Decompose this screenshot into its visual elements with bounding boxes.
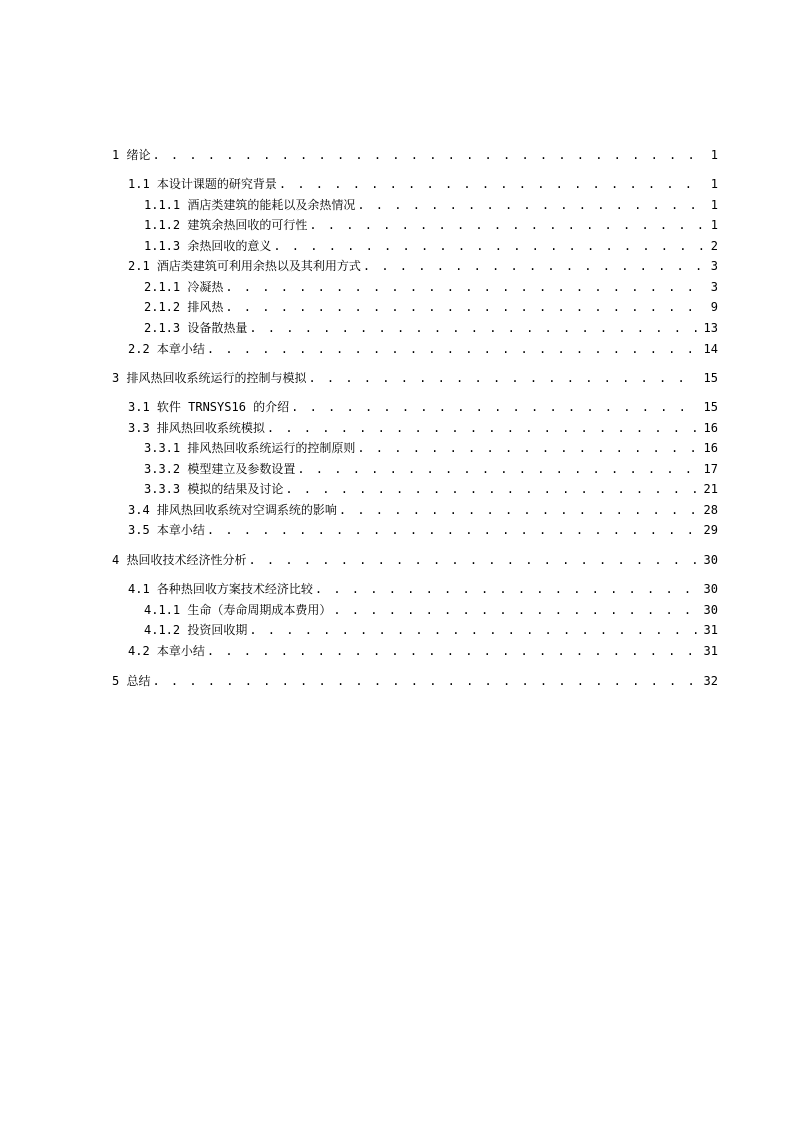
toc-entry-title: 2.1.3 设备散热量 (144, 321, 248, 335)
toc-leader-dots (333, 602, 697, 618)
toc-entry-page: 1 (710, 198, 718, 212)
toc-entry-page: 21 (703, 482, 718, 496)
toc-entry-page: 30 (703, 603, 718, 617)
toc-entry[interactable] (144, 238, 718, 254)
toc-entry-title: 4.1.1 生命（寿命周期成本费用） (144, 603, 332, 617)
toc-leader-dots (308, 370, 697, 386)
toc-entry[interactable] (144, 622, 718, 638)
toc-entry-page: 13 (703, 321, 718, 335)
toc-entry[interactable] (128, 399, 718, 415)
toc-entry-page: 9 (710, 300, 718, 314)
toc-leader-dots (225, 299, 704, 315)
toc-entry[interactable] (144, 440, 718, 456)
toc-entry-title: 3.5 本章小结 (128, 523, 205, 537)
toc-leader-dots (267, 420, 698, 436)
toc-entry[interactable] (144, 461, 718, 477)
toc-entry[interactable] (128, 502, 718, 518)
toc-entry-title: 1.1.1 酒店类建筑的能耗以及余热情况 (144, 198, 356, 212)
toc-entry-title: 1.1 本设计课题的研究背景 (128, 177, 277, 191)
toc-entry-page: 3 (710, 259, 718, 273)
toc-leader-dots (291, 399, 697, 415)
toc-entry-title: 4 热回收技术经济性分析 (112, 553, 247, 567)
toc-entry-title: 2.1 酒店类建筑可利用余热以及其利用方式 (128, 259, 361, 273)
toc-entry[interactable] (128, 420, 718, 436)
toc-leader-dots (357, 197, 704, 213)
toc-entry-title: 3.3.2 模型建立及参数设置 (144, 462, 296, 476)
toc-entry[interactable] (144, 279, 718, 295)
toc-entry[interactable] (128, 581, 718, 597)
toc-entry[interactable] (144, 481, 718, 497)
toc-entry[interactable] (144, 299, 718, 315)
toc-entry[interactable] (128, 522, 718, 538)
toc-entry-page: 29 (703, 523, 718, 537)
toc-entry-page: 15 (703, 371, 718, 385)
toc-leader-dots (297, 461, 697, 477)
toc-entry-title: 1 绪论 (112, 148, 151, 162)
toc-entry[interactable] (128, 341, 718, 357)
toc-leader-dots (363, 258, 705, 274)
toc-leader-dots (357, 440, 697, 456)
toc-entry[interactable] (144, 320, 718, 336)
toc-entry-title: 3.3 排风热回收系统模拟 (128, 421, 265, 435)
toc-entry-page: 1 (710, 177, 718, 191)
toc-entry-page: 3 (710, 280, 718, 294)
toc-entry-title: 3.3.3 模拟的结果及讨论 (144, 482, 284, 496)
toc-entry-title: 3.3.1 排风热回收系统运行的控制原则 (144, 441, 356, 455)
toc-entry[interactable] (128, 258, 718, 274)
toc-entry-page: 32 (703, 674, 718, 688)
toc-entry-title: 4.1.2 投资回收期 (144, 623, 248, 637)
toc-entry-title: 2.1.2 排风热 (144, 300, 224, 314)
toc-leader-dots (225, 279, 704, 295)
toc-leader-dots (315, 581, 698, 597)
toc-entry-title: 2.1.1 冷凝热 (144, 280, 224, 294)
toc-entry[interactable] (112, 552, 718, 568)
toc-entry[interactable] (144, 217, 718, 233)
toc-leader-dots (152, 673, 697, 689)
toc-entry-page: 2 (710, 239, 718, 253)
toc-entry[interactable] (144, 197, 718, 213)
toc-entry[interactable] (112, 673, 718, 689)
toc-entry-page: 16 (703, 441, 718, 455)
toc-entry[interactable] (112, 370, 718, 386)
toc-leader-dots (248, 552, 697, 568)
toc-leader-dots (279, 176, 705, 192)
toc-entry-page: 28 (703, 503, 718, 517)
toc-leader-dots (285, 481, 697, 497)
toc-entry-title: 2.2 本章小结 (128, 342, 205, 356)
toc-entry-title: 4.2 本章小结 (128, 644, 205, 658)
toc-entry[interactable] (144, 602, 718, 618)
toc-leader-dots (249, 622, 697, 638)
toc-entry-page: 31 (703, 623, 718, 637)
toc-leader-dots (273, 238, 704, 254)
toc-entry-page: 17 (703, 462, 718, 476)
toc-entry-title: 1.1.3 余热回收的意义 (144, 239, 272, 253)
toc-entry-title: 4.1 各种热回收方案技术经济比较 (128, 582, 313, 596)
toc-leader-dots (152, 147, 704, 163)
toc-entry-title: 5 总结 (112, 674, 151, 688)
toc-leader-dots (339, 502, 698, 518)
toc-entry[interactable] (128, 643, 718, 659)
toc-entry-title: 3.4 排风热回收系统对空调系统的影响 (128, 503, 337, 517)
toc-entry-title: 3 排风热回收系统运行的控制与模拟 (112, 371, 307, 385)
toc-leader-dots (207, 522, 698, 538)
toc-leader-dots (309, 217, 704, 233)
toc-entry-page: 14 (703, 342, 718, 356)
toc-leader-dots (249, 320, 697, 336)
toc-entry-page: 31 (703, 644, 718, 658)
toc-entry-page: 30 (703, 582, 718, 596)
toc-entry-page: 30 (703, 553, 718, 567)
toc-leader-dots (207, 341, 698, 357)
toc-entry-title: 1.1.2 建筑余热回收的可行性 (144, 218, 308, 232)
toc-entry-page: 15 (703, 400, 718, 414)
toc-entry-page: 1 (710, 218, 718, 232)
toc-leader-dots (207, 643, 698, 659)
toc-entry[interactable] (112, 147, 718, 163)
toc-entry-title: 3.1 软件 TRNSYS16 的介绍 (128, 400, 290, 414)
toc-entry-page: 16 (703, 421, 718, 435)
toc-entry[interactable] (128, 176, 718, 192)
toc-entry-page: 1 (710, 148, 718, 162)
